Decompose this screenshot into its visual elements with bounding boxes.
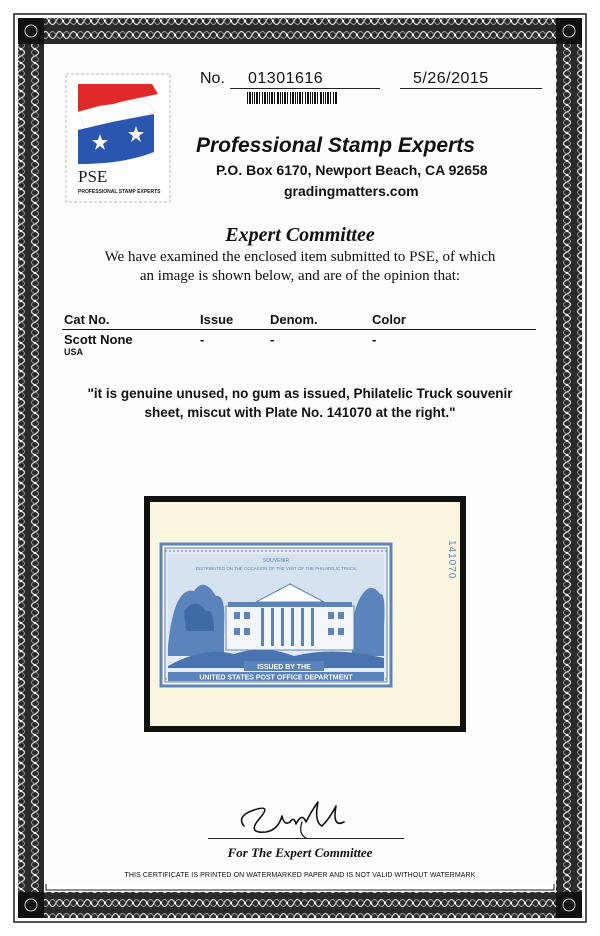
- certificate-number: 01301616: [248, 70, 324, 87]
- logo-letters: PSE: [78, 167, 108, 186]
- intro-line-2: an image is shown below, and are of the opinion that:: [139, 268, 461, 284]
- header-issue: Issue: [200, 312, 234, 327]
- signature-label: For The Expert Committee: [227, 845, 373, 860]
- company-name: Professional Stamp Experts: [196, 134, 475, 157]
- certificate-number-label: No.: [200, 70, 225, 87]
- pse-logo: [64, 72, 172, 204]
- plate-number: 141070: [446, 540, 457, 580]
- cell-issue: -: [200, 332, 205, 347]
- company-address: P.O. Box 6170, Newport Beach, CA 92658: [216, 162, 488, 178]
- header-denom: Denom.: [270, 312, 318, 327]
- stamp-banner: ISSUED BY THE: [257, 664, 311, 671]
- opinion-statement: [0, 384, 600, 422]
- stamp-title: SOUVENIR: [262, 558, 290, 564]
- stamp-bottom-text: UNITED STATES POST OFFICE DEPARTMENT: [199, 674, 353, 682]
- committee-title: Expert Committee: [225, 224, 375, 246]
- logo-caption: PROFESSIONAL STAMP EXPERTS: [78, 189, 161, 195]
- intro-line-1: We have examined the enclosed item submitted to PSE, of which: [104, 249, 496, 265]
- opinion-line-2: sheet, miscut with Plate No. 141070 at the right.": [144, 405, 456, 420]
- cell-denom: -: [270, 332, 275, 347]
- cell-country: USA: [64, 347, 84, 357]
- signature-line: [208, 838, 404, 839]
- stamp-image: [144, 496, 466, 732]
- souvenir-sheet-design: [161, 544, 391, 686]
- stamp-subtitle: DISTRIBUTED ON THE OCCASION OF THE VISIT OF THE PHILATELIC TRUCK: [195, 566, 357, 571]
- signature: [232, 792, 368, 840]
- cell-color: -: [372, 332, 377, 347]
- cell-cat-no: Scott None: [64, 332, 133, 347]
- barcode: [247, 92, 339, 104]
- company-website: gradingmatters.com: [284, 183, 419, 199]
- header-color: Color: [372, 312, 406, 327]
- certificate-date: 5/26/2015: [413, 70, 489, 87]
- committee-intro: [0, 248, 600, 286]
- date-underline: [400, 88, 542, 89]
- number-underline: [230, 88, 380, 89]
- watermark-notice: THIS CERTIFICATE IS PRINTED ON WATERMARKED PAPER AND IS NOT VALID WITHOUT WATERMARK: [124, 872, 476, 879]
- header-cat-no: Cat No.: [64, 312, 110, 327]
- opinion-line-1: "it is genuine unused, no gum as issued, Philatelic Truck souvenir: [87, 386, 513, 401]
- table-divider: [62, 329, 536, 330]
